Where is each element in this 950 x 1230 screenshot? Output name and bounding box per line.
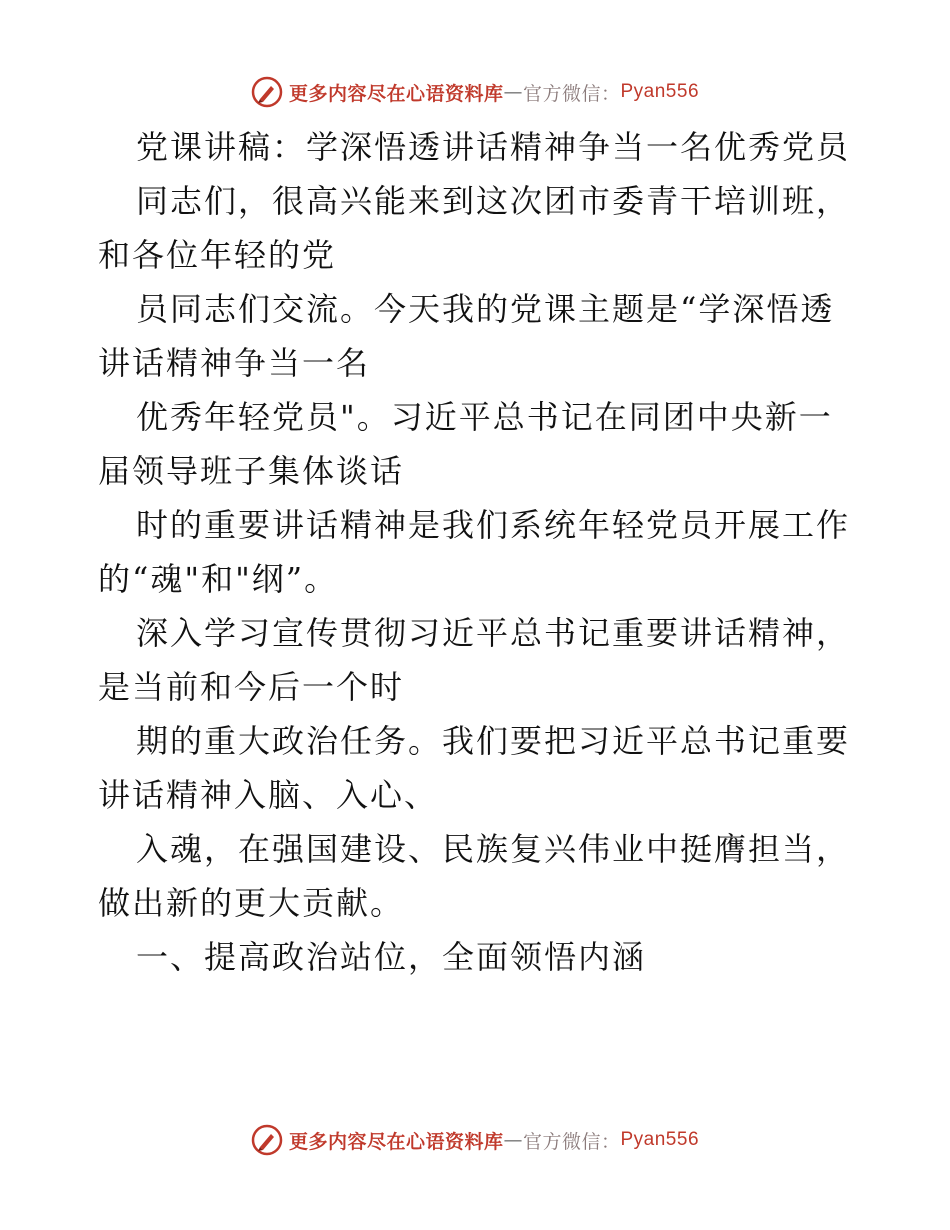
watermark-label: 官方微信： [522, 82, 621, 105]
text-line: 讲话精神争当一名 [98, 344, 371, 382]
text-line: 讲话精神入脑、入心、 [98, 776, 439, 814]
footer-watermark [0, 1120, 950, 1160]
text-line: 做出新的更大贡献。 [98, 884, 405, 922]
header-watermark [0, 72, 950, 112]
text-line: 优秀年轻党员"。习近平总书记在同团中央新一 [136, 398, 833, 436]
text-line: 的“魂"和"纲”。 [98, 560, 339, 598]
text-line: 时的重要讲话精神是我们系统年轻党员开展工作 [136, 506, 851, 544]
text-line: 深入学习宣传贯彻习近平总书记重要讲话精神， [136, 614, 851, 652]
text-line: 入魂，在强国建设、民族复兴伟业中挺膺担当， [136, 830, 851, 868]
watermark-wechat-id: Pyan556 [620, 81, 700, 102]
pen-logo-icon [251, 76, 283, 108]
watermark-main-text: 更多内容尽在心语资料库 [288, 82, 504, 105]
section-heading: 一、提高政治站位，全面领悟内涵 [136, 938, 647, 976]
document-title: 党课讲稿：学深悟透讲话精神争当一名优秀党员 [136, 128, 851, 166]
text-line: 届领导班子集体谈话 [98, 452, 405, 490]
text-line: 和各位年轻的党 [98, 236, 337, 274]
watermark-separator: — [503, 1129, 523, 1151]
text-line: 员同志们交流。今天我的党课主题是“学深悟透 [136, 290, 835, 328]
document-body [98, 120, 858, 984]
pen-logo-icon [251, 1124, 283, 1156]
text-line: 同志们，很高兴能来到这次团市委青干培训班， [136, 182, 851, 220]
watermark-wechat-id: Pyan556 [620, 1129, 700, 1150]
text-line: 是当前和今后一个时 [98, 668, 405, 706]
text-line: 期的重大政治任务。我们要把习近平总书记重要 [136, 722, 851, 760]
watermark-separator: — [503, 81, 523, 103]
watermark-main-text: 更多内容尽在心语资料库 [288, 1130, 504, 1153]
watermark-label: 官方微信： [522, 1130, 621, 1153]
